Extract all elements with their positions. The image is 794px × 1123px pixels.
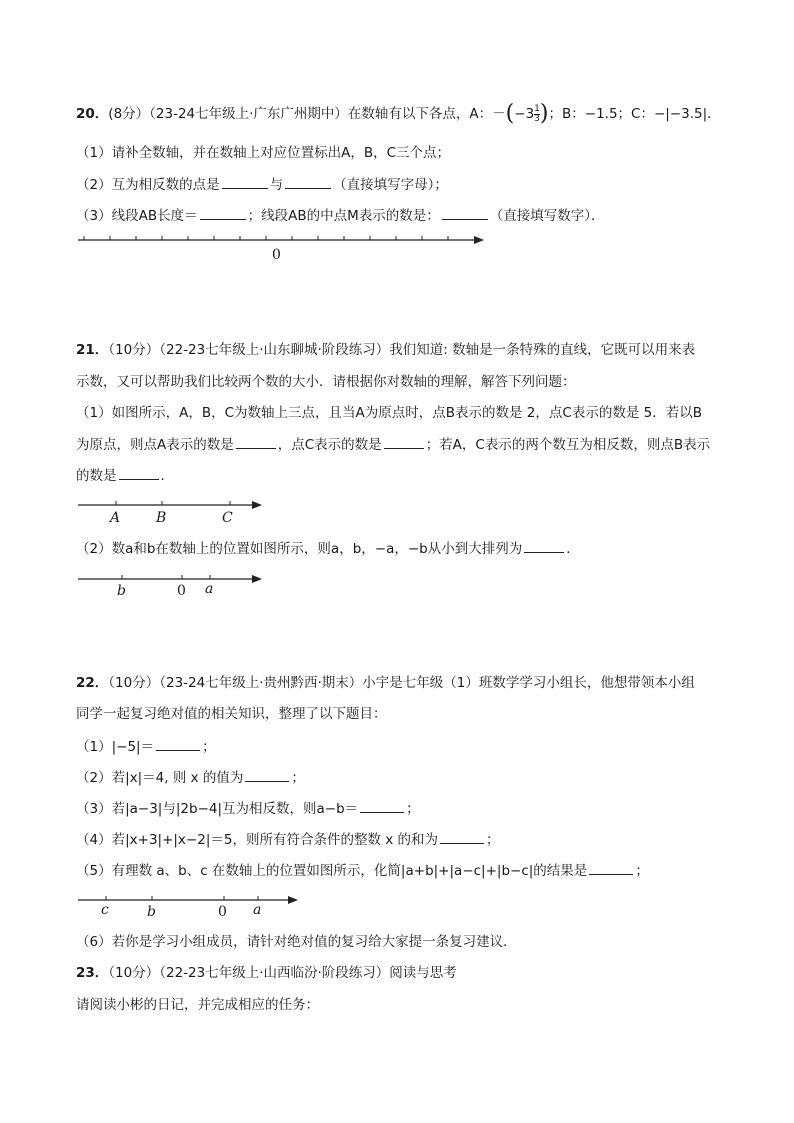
q21-line-1 — [76, 340, 695, 360]
q22-p5-a: （5）有理数 a、b、c 在数轴上的位置如图所示，化简|a+b|+|a−c|+|b−c|的结果是 — [76, 863, 588, 879]
q20-axis-arrow — [474, 236, 484, 244]
q22-blank-3[interactable] — [360, 798, 404, 813]
q20-frac-num: 1 — [534, 103, 540, 114]
q22-blank-5[interactable] — [589, 860, 633, 875]
q21-axis1-label-a: A — [110, 510, 121, 526]
q20-point-b-c: ；B：−1.5；C：−|−3.5|． — [548, 106, 721, 122]
q20-s3-b: ；线段AB的中点M表示的数是： — [247, 208, 440, 224]
q21-l4-c: ；若A，C表示的两个数互为相反数，则点B表示 — [425, 437, 711, 453]
q21-axis2-arrow — [252, 575, 262, 583]
q22-line-2: 同学一起复习绝对值的相关知识，整理了以下题目： — [76, 706, 387, 722]
q20-s2-c: （直接填写字母）； — [333, 177, 448, 193]
q21-number-line-2 — [70, 570, 270, 604]
q21-line-6 — [76, 538, 580, 559]
q21-line-3: （1）如图所示，A，B，C为数轴上三点，且当A为原点时，点B表示的数是 2，点C表示的数是 5．若以B — [76, 405, 702, 421]
q20-point-a-whole: −3 — [514, 106, 535, 122]
q20-blank-4[interactable] — [442, 205, 488, 220]
q20-blank-3[interactable] — [200, 205, 246, 220]
q22-blank-2[interactable] — [245, 767, 289, 782]
q22-p2-a: （2）若|x|＝4, 则 x 的值为 — [76, 770, 244, 786]
q21-l5-a: 的数是 — [76, 468, 117, 484]
q22-part-1 — [76, 736, 216, 757]
q20-paren-close: ) — [539, 101, 549, 126]
q22-axis-arrow — [288, 896, 298, 904]
q21-number-line-1 — [70, 496, 270, 530]
q20-line-1 — [76, 101, 721, 126]
q21-l4-a: 为原点，则点A表示的数是 — [76, 437, 234, 453]
q22-l1: （10分）（23-24七年级上·贵州黔西·期末）小宇是七年级（1）班数学学习小组长，他想带领本小组 — [108, 675, 695, 691]
q20-blank-2[interactable] — [285, 174, 331, 189]
q21-l6-b: ． — [566, 541, 580, 557]
q21-axis1-arrow — [252, 501, 262, 509]
q21-blank-1[interactable] — [236, 434, 276, 449]
q20-frac-den: 3 — [534, 113, 540, 124]
q22-p3-a: （3）若|a−3|与|2b−4|互为相反数，则a−b＝ — [76, 801, 359, 817]
q22-p2-b: ； — [291, 770, 305, 786]
q21-l4-b: ，点C表示的数是 — [277, 437, 382, 453]
q22-blank-4[interactable] — [440, 829, 484, 844]
q20-s2-b: 与 — [269, 177, 284, 193]
q22-number-line — [70, 892, 310, 926]
q22-p3-b: ； — [406, 801, 420, 817]
q21-l5-b: ． — [160, 468, 174, 484]
q22-part-4 — [76, 829, 500, 850]
q23-number: 23． — [76, 965, 109, 981]
q22-axis-label-a: a — [253, 902, 262, 918]
q21-l1: （10分）（22-23七年级上·山东聊城·阶段练习）我们知道: 数轴是一条特殊的直线，它既可以用来表 — [108, 342, 696, 358]
q22-p4-a: （4）若|x+3|+|x−2|＝5，则所有符合条件的整数 x 的和为 — [76, 832, 439, 848]
q20-s3-c: （直接填写数字）． — [489, 208, 605, 224]
q20-point-a-label: A：－ — [469, 106, 506, 122]
q20-sub-3 — [76, 205, 605, 226]
q23-l1: （10分）（22-23七年级上·山西临汾·阶段练习）阅读与思考 — [108, 965, 457, 981]
q21-axis1-label-b: B — [156, 510, 167, 526]
q22-line-1 — [76, 673, 695, 693]
q22-number: 22． — [76, 675, 109, 691]
q20-sub-1: （1）请补全数轴，并在数轴上对应位置标出A，B，C三个点； — [76, 145, 451, 161]
q21-blank-2[interactable] — [384, 434, 424, 449]
q22-axis-label-c: c — [101, 902, 109, 918]
q23-line-1 — [76, 963, 457, 983]
q22-p5-b: ； — [635, 863, 649, 879]
q20-axis-zero: 0 — [272, 247, 281, 263]
q20-s2-a: （2）互为相反数的点是 — [76, 177, 220, 193]
q22-axis-label-zero: 0 — [218, 904, 227, 920]
q22-axis-label-b: b — [147, 904, 156, 920]
q21-blank-3[interactable] — [119, 465, 159, 480]
q20-number: 20． — [76, 106, 109, 122]
q23-line-2: 请阅读小彬的日记，并完成相应的任务： — [76, 997, 319, 1013]
q20-head: (8分）（23-24七年级上·广东广州期中）在数轴有以下各点， — [108, 106, 470, 122]
q21-blank-4[interactable] — [524, 538, 564, 553]
q20-s3-a: （3）线段AB长度＝ — [76, 208, 198, 224]
q22-part-5 — [76, 860, 649, 881]
q21-axis2-label-a: a — [205, 581, 214, 597]
q22-p1-a: （1）|−5|＝ — [76, 739, 155, 755]
q20-sub-2 — [76, 174, 448, 195]
q20-paren-open: ( — [505, 101, 515, 126]
q21-line-4 — [76, 434, 710, 455]
q21-line-2: 示数，又可以帮助我们比较两个数的大小．请根据你对数轴的理解，解答下列问题： — [76, 374, 576, 390]
q22-part-3 — [76, 798, 420, 819]
q21-axis1-label-c: C — [222, 510, 233, 526]
q22-blank-1[interactable] — [156, 736, 200, 751]
q20-blank-1[interactable] — [222, 174, 268, 189]
q21-l6-a: （2）数a和b在数轴上的位置如图所示，则a，b，−a，−b从小到大排列为 — [76, 541, 523, 557]
q22-p4-b: ； — [486, 832, 500, 848]
q22-part-6: （6）若你是学习小组成员，请针对绝对值的复习给大家提一条复习建议． — [76, 934, 517, 950]
q20-axis-ticks — [84, 236, 448, 240]
q22-p1-b: ； — [202, 739, 216, 755]
q21-axis2-label-zero: 0 — [177, 583, 186, 599]
q20-number-line — [70, 228, 490, 264]
q22-part-2 — [76, 767, 305, 788]
q21-line-5 — [76, 465, 174, 486]
q21-axis2-label-b: b — [117, 583, 126, 599]
q21-number: 21． — [76, 342, 109, 358]
